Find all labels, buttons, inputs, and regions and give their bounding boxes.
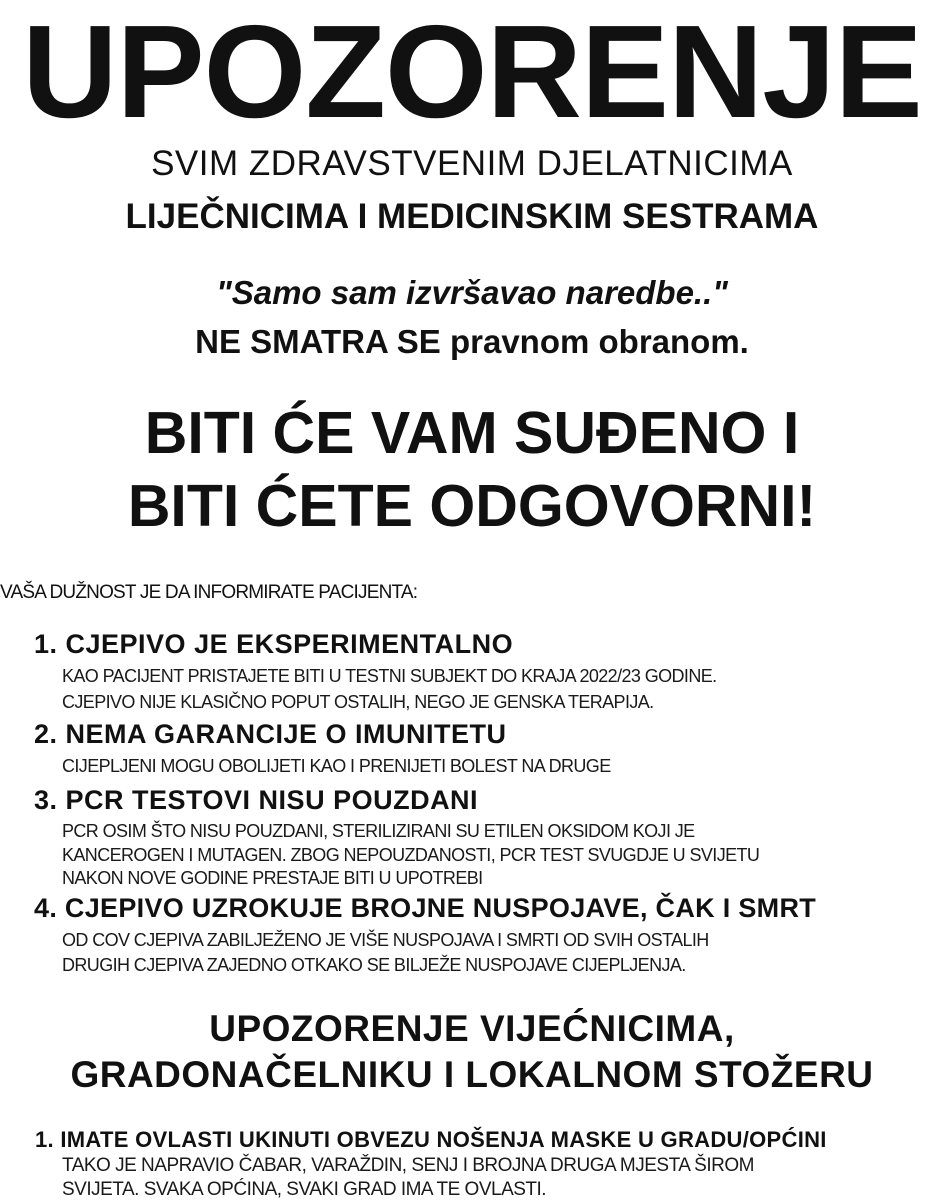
judgement-line-1: BITI ĆE VAM SUĐENO I	[144, 400, 800, 466]
mask-item-line-1: TAKO JE NAPRAVIO ČABAR, VARAŽDIN, SENJ I BROJNA DRUGA MJESTA ŠIROM	[62, 1155, 754, 1176]
item-1-heading: 1. CJEPIVO JE EKSPERIMENTALNO	[34, 629, 514, 659]
not-defense-rest: pravnom obranom.	[440, 323, 749, 360]
warning-councillors-line-1: UPOZORENJE VIJEĆNICIMA,	[209, 1008, 735, 1049]
subtitle-health-workers: SVIM ZDRAVSTVENIM DJELATNICIMA	[151, 144, 793, 183]
item-3-line-3: NAKON NOVE GODINE PRESTAJE BITI U UPOTREBI	[62, 868, 483, 888]
item-2-line-1: CIJEPLJENI MOGU OBOLIJETI KAO I PRENIJETI BOLEST NA DRUGE	[62, 756, 611, 776]
mask-item-heading: 1. IMATE OVLASTI UKINUTI OBVEZU NOŠENJA MASKE U GRADU/OPĆINI	[35, 1127, 827, 1152]
item-1-line-2: CJEPIVO NIJE KLASIČNO POPUT OSTALIH, NEGO JE GENSKA TERAPIJA.	[62, 692, 654, 712]
warning-councillors-line-2: GRADONAČELNIKU I LOKALNOM STOŽERU	[70, 1054, 874, 1095]
item-4-line-1: OD COV CJEPIVA ZABILJEŽENO JE VIŠE NUSPOJAVA I SMRTI OD SVIH OSTALIH	[62, 930, 709, 950]
subtitle-doctors-nurses: LIJEČNICIMA I MEDICINSKIM SESTRAMA	[125, 197, 819, 236]
item-2-heading: 2. NEMA GARANCIJE O IMUNITETU	[34, 719, 507, 749]
quote-text: "Samo sam izvršavao naredbe.."	[216, 274, 728, 311]
judgement-line-2: BITI ĆETE ODGOVORNI!	[127, 473, 817, 539]
poster-title: UPOZORENJE	[22, 0, 922, 145]
duty-intro: VAŠA DUŽNOST JE DA INFORMIRATE PACIJENTA:	[0, 582, 418, 603]
item-1-line-1: KAO PACIJENT PRISTAJETE BITI U TESTNI SUBJEKT DO KRAJA 2022/23 GODINE.	[62, 666, 717, 686]
mask-item-line-2: SVIJETA. SVAKA OPĆINA, SVAKI GRAD IMA TE OVLASTI.	[62, 1179, 547, 1200]
quote-line	[0, 276, 944, 309]
item-4-heading: 4. CJEPIVO UZROKUJE BROJNE NUSPOJAVE, ČAK I SMRT	[34, 893, 817, 923]
item-3-line-2: KANCEROGEN I MUTAGEN. ZBOG NEPOUZDANOSTI, PCR TEST SVUGDJE U SVIJETU	[62, 845, 760, 865]
not-defense-line	[0, 325, 944, 358]
item-4-line-2: DRUGIH CJEPIVA ZAJEDNO OTKAKO SE BILJEŽE NUSPOJAVE CIJEPLJENJA.	[62, 955, 686, 975]
item-3-line-1: PCR OSIM ŠTO NISU POUZDANI, STERILIZIRANI SU ETILEN OKSIDOM KOJI JE	[62, 821, 695, 841]
not-defense-bold: NE SMATRA SE	[195, 323, 441, 360]
item-3-heading: 3. PCR TESTOVI NISU POUZDANI	[34, 785, 479, 815]
